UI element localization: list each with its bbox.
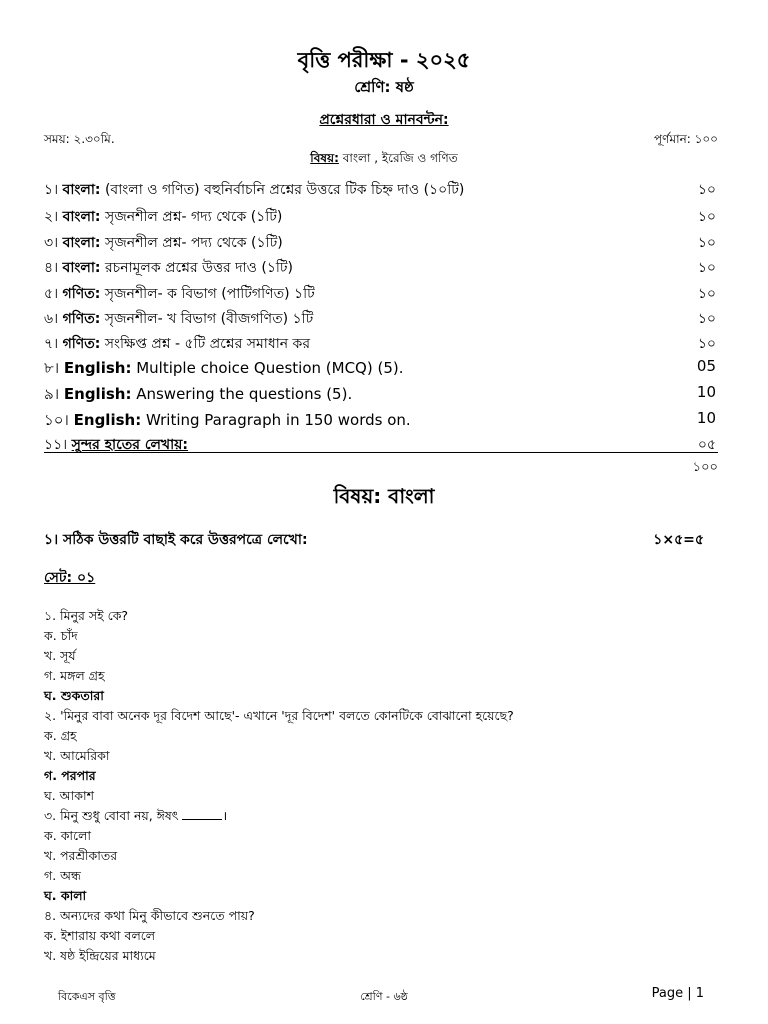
subjects-line bbox=[0, 150, 768, 170]
distribution-item bbox=[44, 409, 411, 434]
item-number: ৬। bbox=[44, 311, 59, 327]
mcq-instruction: ১। সঠিক উত্তরটি বাছাই করে উত্তরপত্রে লেখো: bbox=[44, 532, 308, 548]
item-number: ৭। bbox=[44, 336, 59, 352]
question-list bbox=[44, 606, 724, 966]
item-number: ১১। bbox=[44, 437, 68, 453]
item-marks: ১০ bbox=[697, 311, 716, 327]
item-number: ৩। bbox=[44, 235, 59, 251]
item-marks: ০৫ bbox=[697, 437, 716, 453]
exam-title: বৃত্তি পরীক্ষা - ২০২৫ bbox=[297, 48, 471, 72]
item-marks: ১০ bbox=[697, 209, 716, 225]
item-subject: গণিত: bbox=[62, 336, 101, 352]
option: খ. ষষ্ঠ ইন্দ্রিয়ের মাধ্যমে bbox=[44, 948, 156, 963]
item-text: Multiple choice Question (MCQ) (5). bbox=[131, 359, 404, 377]
option: ঘ. আকাশ bbox=[44, 788, 95, 803]
correct-option: ঘ. কালা bbox=[44, 888, 87, 903]
item-subject: গণিত: bbox=[62, 286, 101, 302]
class-line: শ্রেণি: ষষ্ঠ bbox=[354, 78, 414, 96]
option: গ. মঙ্গল গ্রহ bbox=[44, 668, 105, 683]
distribution-row bbox=[44, 178, 716, 200]
distribution-item bbox=[44, 231, 283, 255]
total-marks: ১০০ bbox=[692, 460, 718, 475]
distribution-item bbox=[44, 433, 188, 457]
item-marks: ১০ bbox=[697, 182, 716, 198]
distribution-row bbox=[44, 282, 716, 304]
set-label: সেট: ০১ bbox=[44, 570, 96, 586]
footer-page-number: Page | 1 bbox=[651, 986, 704, 1001]
item-marks: ১০ bbox=[697, 260, 716, 276]
option: ক. কালো bbox=[44, 828, 92, 843]
option: ক. ইশারায় কথা বললে bbox=[44, 928, 156, 943]
distribution-row bbox=[44, 409, 716, 431]
item-subject: বাংলা: bbox=[62, 209, 101, 225]
correct-option: গ. পরপার bbox=[44, 768, 96, 783]
item-marks: ১০ bbox=[697, 235, 716, 251]
item-marks: ১০ bbox=[697, 286, 716, 302]
distribution-item bbox=[44, 307, 313, 331]
item-number: ৯। bbox=[44, 385, 60, 403]
distribution-row bbox=[44, 307, 716, 329]
item-subject: সুন্দর হাতের লেখায়: bbox=[71, 437, 189, 453]
fill-blank bbox=[182, 808, 222, 820]
option: গ. অন্ধ bbox=[44, 868, 81, 883]
item-text: রচনামূলক প্রশ্নের উত্তর দাও (১টি) bbox=[100, 260, 294, 276]
item-text: সৃজনশীল- খ বিভাগ (বীজগণিত) ১টি bbox=[100, 311, 314, 327]
item-text: সংক্ষিপ্ত প্রশ্ন - ৫টি প্রশ্নের সমাধান কর bbox=[100, 336, 311, 352]
item-subject: গণিত: bbox=[62, 311, 101, 327]
exam-time: সময়: ২.৩০মি. bbox=[44, 132, 115, 146]
item-text: সৃজনশীল প্রশ্ন- গদ্য থেকে (১টি) bbox=[100, 209, 283, 225]
question-suffix: । bbox=[222, 808, 228, 823]
distribution-item bbox=[44, 256, 293, 280]
option: ক. গ্রহ bbox=[44, 728, 77, 743]
distribution-item bbox=[44, 178, 464, 202]
distribution-item bbox=[44, 357, 403, 382]
item-subject: বাংলা: bbox=[62, 260, 101, 276]
item-marks: ১০ bbox=[697, 336, 716, 352]
distribution-item bbox=[44, 282, 315, 306]
distribution-item bbox=[44, 332, 310, 356]
item-number: ১। bbox=[44, 182, 59, 198]
item-subject: English: bbox=[73, 411, 142, 429]
question-stem: ১. মিনুর সই কে? bbox=[44, 608, 129, 623]
footer-left: বিকেএস বৃত্তি bbox=[58, 990, 116, 1003]
item-text: সৃজনশীল প্রশ্ন- পদ্য থেকে (১টি) bbox=[100, 235, 283, 251]
question-stem: ২. 'মিনুর বাবা অনেক দূর বিদেশ আছে'- এখানে 'দূর বিদেশ' বলতে কোনটিকে বোঝানো হয়েছে? bbox=[44, 708, 514, 723]
item-number: ৪। bbox=[44, 260, 59, 276]
option: খ. আমেরিকা bbox=[44, 748, 110, 763]
footer-center: শ্রেণি - ৬ষ্ঠ bbox=[360, 990, 408, 1003]
distribution-item bbox=[44, 205, 282, 229]
full-marks: পূর্ণমান: ১০০ bbox=[654, 132, 718, 146]
correct-option: ঘ. শুকতারা bbox=[44, 688, 104, 703]
question-text bbox=[44, 906, 724, 926]
question-stem: ৩. মিনু শুধু বোবা নয়, ঈষৎ bbox=[44, 808, 179, 823]
question-text bbox=[44, 806, 724, 826]
item-subject: English: bbox=[63, 359, 132, 377]
question-text bbox=[44, 606, 724, 626]
distribution-row bbox=[44, 231, 716, 253]
item-subject: বাংলা: bbox=[62, 235, 101, 251]
item-number: ২। bbox=[44, 209, 59, 225]
item-marks: 10 bbox=[696, 409, 716, 427]
distribution-row bbox=[44, 205, 716, 227]
item-subject: বাংলা: bbox=[62, 182, 101, 198]
distribution-row bbox=[44, 256, 716, 278]
item-subject: English: bbox=[63, 385, 132, 403]
item-text: Writing Paragraph in 150 words on. bbox=[141, 411, 411, 429]
item-marks: 05 bbox=[696, 357, 716, 375]
section-heading: বিষয়: বাংলা bbox=[333, 484, 435, 508]
item-number: ৮। bbox=[44, 359, 60, 377]
option: খ. সূর্য bbox=[44, 648, 76, 663]
distribution-title: প্রশ্নেরধারা ও মানবন্টন: bbox=[319, 112, 449, 128]
subjects-label: বিষয়: bbox=[310, 151, 339, 165]
item-number: ১০। bbox=[44, 411, 69, 429]
subjects-value: বাংলা , ইরেজি ও গণিত bbox=[338, 151, 458, 165]
total-divider bbox=[44, 452, 718, 453]
question-text bbox=[44, 706, 724, 726]
item-marks: 10 bbox=[696, 383, 716, 401]
distribution-row bbox=[44, 332, 716, 354]
option: খ. পরশ্রীকাতর bbox=[44, 848, 118, 863]
mcq-marks: ১×৫=৫ bbox=[653, 532, 704, 548]
distribution-item bbox=[44, 383, 352, 408]
question-stem: ৪. অন্যদের কথা মিনু কীভাবে শুনতে পায়? bbox=[44, 908, 255, 923]
item-text: (বাংলা ও গণিত) বহুনির্বাচনি প্রশ্নের উত্তরে টিক চিহ্ন দাও (১০টি) bbox=[100, 182, 465, 198]
item-text: Answering the questions (5). bbox=[131, 385, 353, 403]
item-number: ৫। bbox=[44, 286, 59, 302]
item-text: সৃজনশীল- ক বিভাগ (পাটিগণিত) ১টি bbox=[100, 286, 315, 302]
option: ক. চাঁদ bbox=[44, 628, 78, 643]
distribution-row bbox=[44, 383, 716, 405]
distribution-row bbox=[44, 357, 716, 379]
